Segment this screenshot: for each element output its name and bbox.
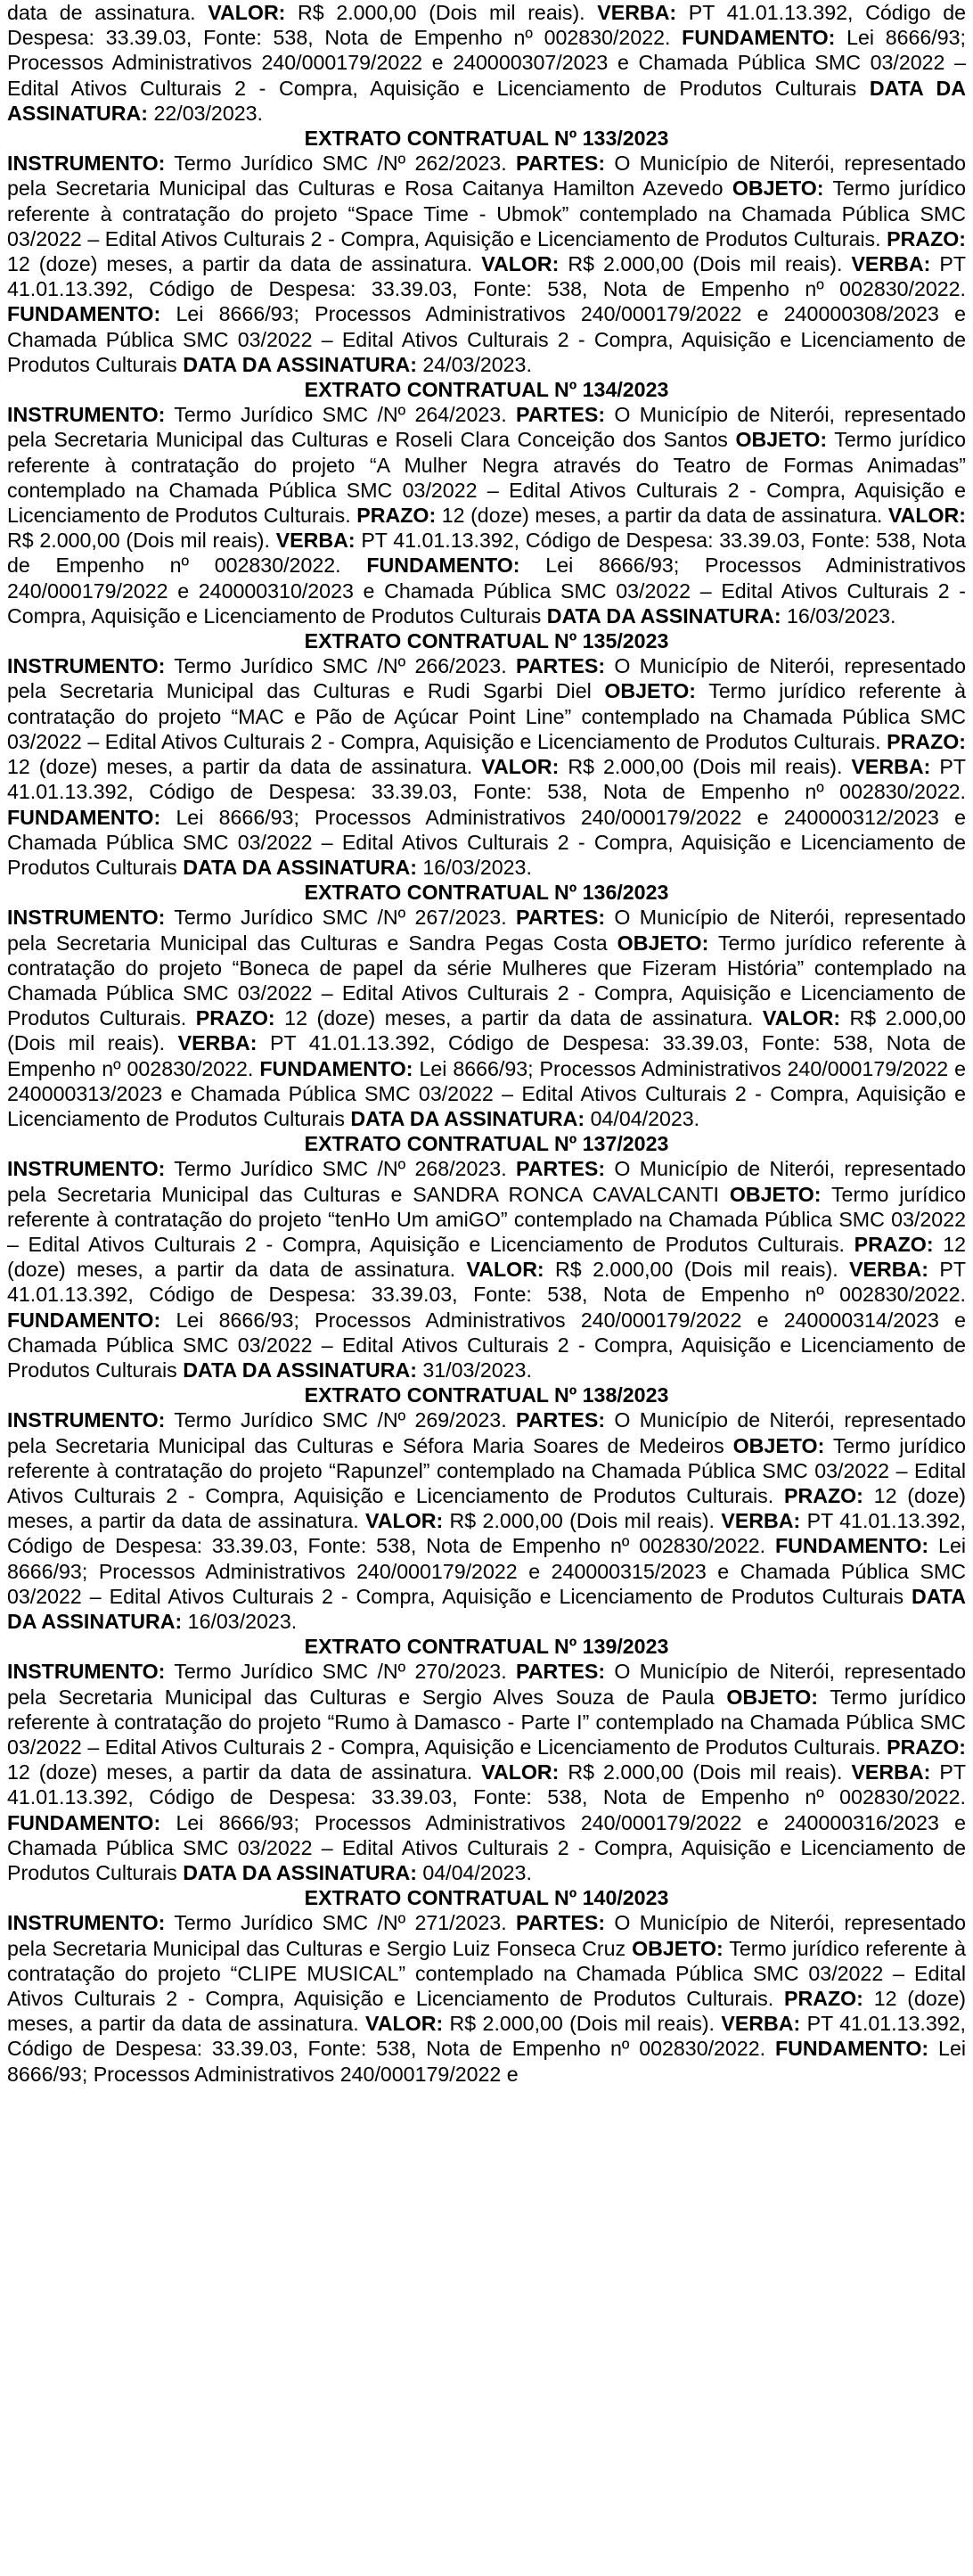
extract-title: EXTRATO CONTRATUAL Nº 136/2023 (304, 881, 669, 905)
field-text: PT 41.01.13.392, Código de Despesa: 33.39.03, Fonte: 538, Nota de Empenho nº 002830/2022. (7, 529, 966, 578)
extract-body (7, 151, 966, 377)
field-text: R$ 2.000,00 (Dois mil reais). (285, 1, 598, 24)
field-label: VERBA: (851, 755, 931, 779)
extract-title: EXTRATO CONTRATUAL Nº 135/2023 (304, 629, 669, 653)
field-text: O Município de Niterói, representado pela Secretaria Municipal das Culturas e Séfora Maria Soares de Medeiros (7, 1408, 966, 1457)
field-text: 04/04/2023. (416, 1861, 532, 1885)
field-text: R$ 2.000,00 (Dois mil reais). (7, 1006, 966, 1055)
field-label: INSTRUMENTO: (7, 1660, 166, 1684)
field-text: 24/03/2023. (416, 352, 532, 376)
field-label: PARTES: (516, 1157, 606, 1181)
field-text: PT 41.01.13.392, Código de Despesa: 33.39.03, Fonte: 538, Nota de Empenho nº 002830/2022. (7, 252, 966, 301)
field-label: PRAZO: (784, 1987, 863, 2011)
field-label: VALOR: (365, 2012, 444, 2036)
field-text: Lei 8666/93; Processos Administrativos 240/000179/2022 e 240000308/2023 e Chamada Pública SMC 03/2022 – Edital Ativos Culturais 2 - Compra, Aquisição e Licenciamento de Produtos Culturais (7, 302, 966, 376)
field-text: Termo Jurídico SMC /Nº 269/2023. (165, 1408, 516, 1432)
field-label: FUNDAMENTO: (7, 805, 161, 829)
field-text: PT 41.01.13.392, Código de Despesa: 33.39.03, Fonte: 538, Nota de Empenho nº 002830/2022. (7, 1, 967, 50)
field-label: VERBA: (851, 1760, 931, 1784)
field-text: Termo Jurídico SMC /Nº 266/2023. (165, 654, 516, 678)
field-text: Lei 8666/93; Processos Administrativos 240/000179/2022 e 240000316/2023 e Chamada Pública SMC 03/2022 – Edital Ativos Culturais 2 - Compra, Aquisição e Licenciamento de Produtos Culturais (7, 1810, 966, 1885)
field-label: FUNDAMENTO: (7, 1810, 161, 1834)
field-label: FUNDAMENTO: (259, 1056, 413, 1080)
field-label: VALOR: (887, 504, 966, 528)
field-text: 31/03/2023. (416, 1358, 532, 1382)
field-label: PARTES: (516, 1408, 606, 1432)
field-label: DATA DA ASSINATURA: (350, 1106, 585, 1130)
extract-body (7, 1910, 966, 2086)
field-label: FUNDAMENTO: (774, 2037, 929, 2061)
field-text: Termo Jurídico SMC /Nº 271/2023. (165, 1911, 516, 1935)
extract-section (7, 880, 966, 1131)
field-label: VERBA: (597, 1, 677, 24)
field-label: FUNDAMENTO: (7, 302, 161, 326)
field-label: PRAZO: (195, 1006, 275, 1030)
field-text: O Município de Niterói, representado pela Secretaria Municipal das Culturas e Rudi Sgarbi Diel (7, 654, 966, 703)
field-text: Termo jurídico referente à contratação do projeto “CLIPE MUSICAL” contemplado na Chamada Pública SMC 03/2022 – Edital Ativos Culturais 2 - Compra, Aquisição e Licenciamento de Produtos Culturais. (7, 1936, 966, 2011)
field-text: R$ 2.000,00 (Dois mil reais). (544, 1258, 850, 1282)
field-text: R$ 2.000,00 (Dois mil reais). (7, 529, 276, 553)
field-text: Termo Jurídico SMC /Nº 268/2023. (165, 1157, 516, 1181)
field-label: PARTES: (516, 906, 606, 930)
field-label: VALOR: (481, 252, 560, 276)
field-text: Termo Jurídico SMC /Nº 267/2023. (165, 906, 516, 930)
field-text: PT 41.01.13.392, Código de Despesa: 33.39.03, Fonte: 538, Nota de Empenho nº 002830/2022. (7, 2012, 966, 2061)
field-label: VALOR: (481, 1760, 560, 1784)
field-text: R$ 2.000,00 (Dois mil reais). (559, 252, 852, 276)
field-label: PRAZO: (784, 1483, 863, 1507)
field-label: PARTES: (516, 654, 606, 678)
field-label: INSTRUMENTO: (7, 1408, 166, 1432)
field-text: 12 (doze) meses, a partir da data de assinatura. (436, 504, 888, 528)
field-text: O Município de Niterói, representado pela Secretaria Municipal das Culturas e Sandra Pegas Costa (7, 906, 966, 955)
field-text: Lei 8666/93; Processos Administrativos 240/000179/2022 e (7, 2037, 967, 2086)
field-text: O Município de Niterói, representado pela Secretaria Municipal das Culturas e Sergio Alves Souza de Paula (7, 1660, 966, 1709)
field-label: VERBA: (849, 1258, 928, 1282)
field-label: OBJETO: (726, 1685, 818, 1709)
field-label: INSTRUMENTO: (7, 1911, 166, 1935)
field-label: PARTES: (516, 1911, 606, 1935)
field-label: DATA DA ASSINATURA: (183, 855, 417, 879)
field-text: Termo Jurídico SMC /Nº 264/2023. (165, 403, 516, 427)
extracts-list (7, 126, 966, 2087)
field-label: OBJETO: (632, 1936, 724, 1960)
extract-section (7, 1131, 966, 1382)
field-label: FUNDAMENTO: (7, 1308, 161, 1332)
field-label: VALOR: (481, 755, 560, 779)
field-label: DATA DA ASSINATURA: (183, 352, 417, 376)
extract-section (7, 628, 966, 880)
field-label: VERBA: (851, 252, 931, 276)
field-label: DATA DA ASSINATURA: (183, 1861, 417, 1885)
field-label: PRAZO: (854, 1232, 934, 1256)
field-text: Termo jurídico referente à contratação do projeto “Rumo à Damasco - Parte I” contemplado na Chamada Pública SMC 03/2022 – Edital Ativos Culturais 2 - Compra, Aquisição e Licenciamento de Produtos Culturais. (7, 1685, 966, 1760)
field-text: PT 41.01.13.392, Código de Despesa: 33.39.03, Fonte: 538, Nota de Empenho nº 002830/2022. (7, 755, 966, 804)
extract-section (7, 377, 966, 628)
field-label: PRAZO: (887, 1735, 966, 1760)
extract-body (7, 1407, 966, 1634)
field-text: 12 (doze) meses, a partir da data de assinatura. (7, 252, 482, 276)
field-text: O Município de Niterói, representado pela Secretaria Municipal das Culturas e SANDRA RONCA CAVALCANTI (7, 1157, 966, 1206)
field-label: OBJETO: (735, 428, 828, 452)
field-text: PT 41.01.13.392, Código de Despesa: 33.39.03, Fonte: 538, Nota de Empenho nº 002830/2022. (7, 1509, 966, 1558)
field-text: Termo jurídico referente à contratação do projeto “A Mulher Negra através do Teatro de Formas Animadas” contemplado na Chamada Pública SMC 03/2022 – Edital Ativos Culturais 2 - Compra, Aquisição e Licenciamento de Produtos Culturais. (7, 428, 966, 528)
field-label: OBJETO: (617, 931, 709, 955)
field-text: Termo jurídico referente à contratação do projeto “Boneca de papel da série Mulheres que Fizeram História” contemplado na Chamada Pública SMC 03/2022 – Edital Ativos Culturais 2 - Compra, Aquisição e Licenciamento de Produtos Culturais. (7, 931, 966, 1030)
field-text: 16/03/2023. (416, 855, 532, 879)
field-label: INSTRUMENTO: (7, 403, 166, 427)
field-text: Termo Jurídico SMC /Nº 270/2023. (165, 1660, 516, 1684)
field-label: VERBA: (177, 1031, 258, 1055)
field-text: data de assinatura. (7, 1, 208, 24)
field-label: OBJETO: (729, 1182, 822, 1206)
extract-title: EXTRATO CONTRATUAL Nº 137/2023 (304, 1132, 669, 1156)
extract-section (7, 126, 966, 377)
field-label: VALOR: (208, 1, 286, 24)
extract-body (7, 1659, 966, 1885)
extract-title: EXTRATO CONTRATUAL Nº 140/2023 (304, 1886, 669, 1910)
field-text: 16/03/2023. (781, 603, 896, 628)
extract-body (7, 1156, 966, 1382)
field-label: INSTRUMENTO: (7, 1157, 166, 1181)
field-label: VERBA: (275, 529, 356, 553)
field-label: PARTES: (516, 403, 606, 427)
extract-title: EXTRATO CONTRATUAL Nº 133/2023 (304, 127, 669, 151)
extract-section (7, 1382, 966, 1634)
field-label: DATA DA ASSINATURA: (546, 603, 781, 628)
field-label: PRAZO: (887, 226, 966, 250)
extract-section (7, 1885, 966, 2087)
field-text: 12 (doze) meses, a partir da data de assinatura. (7, 1987, 966, 2036)
field-text: O Município de Niterói, representado pela Secretaria Municipal das Culturas e Roseli Clara Conceição dos Santos (7, 403, 966, 452)
field-text: Lei 8666/93; Processos Administrativos 240/000179/2022 e 240000310/2023 e Chamada Pública SMC 03/2022 – Edital Ativos Culturais 2 - Compra, Aquisição e Licenciamento de Produtos Culturais (7, 554, 966, 628)
field-label: DATA DA ASSINATURA: (183, 1358, 417, 1382)
field-label: OBJETO: (604, 679, 697, 703)
field-text: O Município de Niterói, representado pela Secretaria Municipal das Culturas e Rosa Caitanya Hamilton Azevedo (7, 152, 966, 201)
field-label: DATA DA ASSINATURA: (7, 76, 966, 125)
field-label: INSTRUMENTO: (7, 654, 166, 678)
field-text: 12 (doze) meses, a partir da data de assinatura. (7, 1483, 966, 1533)
field-label: OBJETO: (732, 176, 824, 201)
field-text: Lei 8666/93; Processos Administrativos 240/000179/2022 e 240000314/2023 e Chamada Pública SMC 03/2022 – Edital Ativos Culturais 2 - Compra, Aquisição e Licenciamento de Produtos Culturais (7, 1308, 966, 1382)
field-label: INSTRUMENTO: (7, 152, 166, 176)
field-text: R$ 2.000,00 (Dois mil reais). (559, 755, 852, 779)
extract-title: EXTRATO CONTRATUAL Nº 134/2023 (304, 378, 669, 402)
field-text: Lei 8666/93; Processos Administrativos 240/000179/2022 e 240000313/2023 e Chamada Pública SMC 03/2022 – Edital Ativos Culturais 2 - Compra, Aquisição e Licenciamento de Produtos Culturais (7, 1056, 966, 1130)
field-label: OBJETO: (732, 1433, 825, 1457)
field-text: R$ 2.000,00 (Dois mil reais). (559, 1760, 852, 1784)
field-label: PARTES: (516, 1660, 606, 1684)
extract-section (7, 1634, 966, 1885)
field-label: DATA DA ASSINATURA: (7, 1584, 966, 1633)
field-text: 12 (doze) meses, a partir da data de assinatura. (274, 1006, 763, 1030)
field-label: FUNDAMENTO: (682, 26, 836, 50)
field-text: Termo jurídico referente à contratação do projeto “Rapunzel” contemplado na Chamada Pública SMC 03/2022 – Edital Ativos Culturais 2 - Compra, Aquisição e Licenciamento de Produtos Culturais. (7, 1433, 966, 1507)
field-label: VERBA: (721, 1509, 801, 1533)
field-text: Lei 8666/93; Processos Administrativos 240/000179/2022 e 240000307/2023 e Chamada Pública SMC 03/2022 – Edital Ativos Culturais 2 - Compra, Aquisição e Licenciamento de Produtos Culturais (7, 26, 966, 100)
field-label: FUNDAMENTO: (366, 554, 520, 578)
field-text: O Município de Niterói, representado pela Secretaria Municipal das Culturas e Sergio Luiz Fonseca Cruz (7, 1911, 966, 1960)
field-label: PARTES: (516, 152, 606, 176)
field-text: 12 (doze) meses, a partir da data de assinatura. (7, 1760, 482, 1784)
field-text: Termo jurídico referente à contratação do projeto “MAC e Pão de Açúcar Point Line” contemplado na Chamada Pública SMC 03/2022 – Edital Ativos Culturais 2 - Compra, Aquisição e Licenciamento de Produtos Culturais. (7, 679, 966, 753)
field-text: PT 41.01.13.392, Código de Despesa: 33.39.03, Fonte: 538, Nota de Empenho nº 002830/2022. (7, 1258, 966, 1307)
field-text: R$ 2.000,00 (Dois mil reais). (443, 1509, 722, 1533)
field-text: 12 (doze) meses, a partir da data de assinatura. (7, 1232, 967, 1282)
extract-title: EXTRATO CONTRATUAL Nº 138/2023 (304, 1383, 669, 1407)
field-label: VALOR: (365, 1509, 444, 1533)
extract-body (7, 653, 966, 880)
field-label: VERBA: (721, 2012, 801, 2036)
extract-title: EXTRATO CONTRATUAL Nº 139/2023 (304, 1635, 669, 1659)
field-label: VALOR: (466, 1258, 544, 1282)
field-text: Lei 8666/93; Processos Administrativos 240/000179/2022 e 240000312/2023 e Chamada Pública SMC 03/2022 – Edital Ativos Culturais 2 - Compra, Aquisição e Licenciamento de Produtos Culturais (7, 805, 966, 879)
field-text: PT 41.01.13.392, Código de Despesa: 33.39.03, Fonte: 538, Nota de Empenho nº 002830/2022. (7, 1031, 967, 1080)
field-text: 04/04/2023. (585, 1106, 700, 1130)
extract-body (7, 402, 966, 628)
field-text: 16/03/2023. (182, 1610, 298, 1633)
field-text: Termo Jurídico SMC /Nº 262/2023. (165, 152, 516, 176)
field-label: VALOR: (762, 1006, 841, 1030)
field-text: Termo jurídico referente à contratação do projeto “Space Time - Ubmok” contemplado na Chamada Pública SMC 03/2022 – Edital Ativos Culturais 2 - Compra, Aquisição e Licenciamento de Produtos Culturais. (7, 176, 966, 250)
field-label: PRAZO: (356, 504, 437, 528)
field-text: Lei 8666/93; Processos Administrativos 240/000179/2022 e 240000315/2023 e Chamada Pública SMC 03/2022 – Edital Ativos Culturais 2 - Compra, Aquisição e Licenciamento de Produtos Culturais (7, 1534, 967, 1608)
field-text: 22/03/2023. (148, 101, 263, 125)
extract-body (7, 905, 966, 1131)
intro-paragraph (7, 0, 966, 126)
field-label: FUNDAMENTO: (774, 1534, 929, 1558)
field-text: Termo jurídico referente à contratação do projeto “tenHo Um amiGO” contemplado na Chamada Pública SMC 03/2022 – Edital Ativos Culturais 2 - Compra, Aquisição e Licenciamento de Produtos Culturais. (7, 1182, 966, 1256)
field-text: 12 (doze) meses, a partir da data de assinatura. (7, 755, 482, 779)
field-text: PT 41.01.13.392, Código de Despesa: 33.39.03, Fonte: 538, Nota de Empenho nº 002830/2022. (7, 1760, 966, 1809)
field-label: INSTRUMENTO: (7, 906, 166, 930)
field-text: R$ 2.000,00 (Dois mil reais). (443, 2012, 722, 2036)
field-label: PRAZO: (887, 729, 966, 753)
